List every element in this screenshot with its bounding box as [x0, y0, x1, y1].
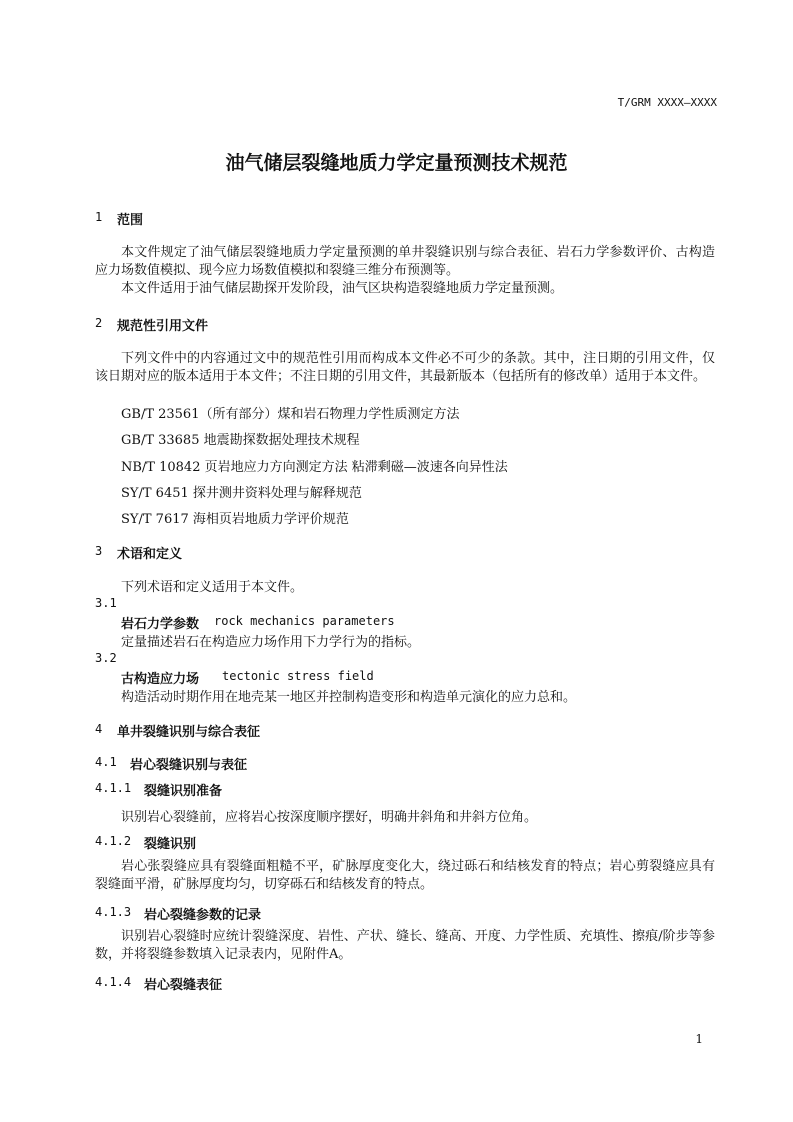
section-number: 1 [95, 210, 103, 224]
term-definition: 构造活动时期作用在地壳某一地区并控制构造变形和构造单元演化的应力总和。 [121, 690, 577, 705]
term-english: rock mechanics parameters [214, 614, 395, 628]
section-title: 范围 [117, 213, 144, 228]
reference-item: NB/T 10842 页岩地应力方向测定方法 粘滞剩磁—波速各向异性法 [121, 460, 508, 475]
term-number: 3.2 [95, 651, 117, 665]
paragraph: 下列文件中的内容通过文中的规范性引用而构成本文件必不可少的条款。其中，注日期的引用文件，仅该日期对应的版本适用于本文件；不注日期的引用文件，其最新版本（包括所有的修改单）适用于本文件。 [95, 351, 715, 384]
page-number: 1 [695, 1032, 703, 1046]
subsection-title: 岩心裂缝识别与表征 [130, 758, 248, 773]
term-english: tectonic stress field [222, 669, 374, 683]
section-number: 4 [95, 722, 103, 736]
subsection-number: 4.1.4 [95, 975, 132, 989]
paragraph: 本文件规定了油气储层裂缝地质力学定量预测的单井裂缝识别与综合表征、岩石力学参数评价、古构造应力场数值模拟、现今应力场数值模拟和裂缝三维分布预测等。 [95, 245, 715, 278]
term-chinese: 岩石力学参数 [121, 617, 200, 632]
reference-item: GB/T 23561（所有部分）煤和岩石物理力学性质测定方法 [121, 407, 460, 422]
term-chinese: 古构造应力场 [121, 672, 200, 687]
section-title: 规范性引用文件 [117, 319, 209, 334]
subsection-title: 裂缝识别准备 [144, 784, 223, 799]
term-number: 3.1 [95, 596, 117, 610]
section-number: 3 [95, 544, 103, 558]
subsection-number: 4.1 [95, 755, 117, 769]
document-title: 油气储层裂缝地质力学定量预测技术规范 [225, 152, 568, 174]
reference-item: GB/T 33685 地震勘探数据处理技术规程 [121, 433, 360, 448]
subsection-number: 4.1.1 [95, 781, 132, 795]
section-title: 术语和定义 [117, 547, 183, 562]
subsection-title: 岩心裂缝表征 [144, 978, 223, 993]
subsection-title: 裂缝识别 [144, 837, 197, 852]
paragraph: 本文件适用于油气储层勘探开发阶段，油气区块构造裂缝地质力学定量预测。 [121, 281, 564, 296]
section-title: 单井裂缝识别与综合表征 [117, 725, 261, 740]
subsection-number: 4.1.2 [95, 834, 132, 848]
paragraph: 识别岩心裂缝时应统计裂缝深度、岩性、产状、缝长、缝高、开度、力学性质、充填性、擦痕/阶步等参数，并将裂缝参数填入记录表内，见附件A。 [95, 929, 715, 962]
paragraph: 岩心张裂缝应具有裂缝面粗糙不平，矿脉厚度变化大，绕过砾石和结核发育的特点；岩心剪裂缝应具有裂缝面平滑，矿脉厚度均匀，切穿砾石和结核发育的特点。 [95, 859, 715, 892]
reference-item: SY/T 7617 海相页岩地质力学评价规范 [121, 512, 349, 527]
reference-item: SY/T 6451 探井测井资料处理与解释规范 [121, 486, 362, 501]
document-code: T/GRM XXXX—XXXX [617, 96, 717, 109]
term-definition: 定量描述岩石在构造应力场作用下力学行为的指标。 [121, 635, 421, 650]
paragraph: 下列术语和定义适用于本文件。 [121, 580, 304, 595]
paragraph: 识别岩心裂缝前，应将岩心按深度顺序摆好，明确井斜角和井斜方位角。 [121, 810, 538, 825]
subsection-number: 4.1.3 [95, 905, 132, 919]
subsection-title: 岩心裂缝参数的记录 [144, 908, 262, 923]
section-number: 2 [95, 316, 103, 330]
